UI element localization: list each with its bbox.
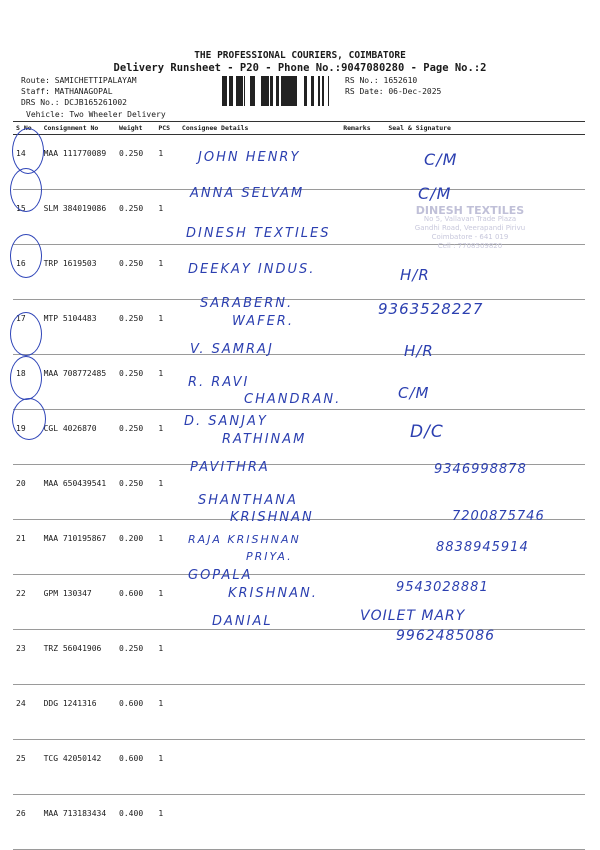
handwritten-name: RAJA KRISHNAN (188, 533, 301, 546)
handwritten-name: RATHINAM (222, 432, 307, 447)
barcode-bar (286, 76, 289, 106)
stamp-line: Cell : 7708509820 (437, 242, 503, 250)
row-weight: 0.250 (116, 355, 155, 410)
row-weight: 0.600 (116, 575, 155, 630)
stamp-line: Coimbatore - 641 019 (431, 233, 509, 241)
barcode-bar (283, 76, 286, 106)
handwritten-name: GOPALA (188, 568, 253, 583)
barcode-bar (222, 76, 224, 106)
handwritten-name: KRISHNAN (230, 510, 314, 525)
company-stamp (395, 206, 545, 264)
row-weight: 0.250 (116, 465, 155, 520)
handwritten-name: DEEKAY INDUS. (188, 262, 316, 277)
handwritten-signature: C/M (398, 384, 430, 402)
handwritten-name: JOHN HENRY (198, 150, 301, 165)
handwritten-signature: H/R (404, 342, 434, 360)
row-seal (385, 685, 585, 740)
handwritten-name: PRIYA. (246, 550, 293, 563)
stamp-name: DINESH TEXTILES (415, 204, 525, 217)
serial-circle (12, 128, 44, 174)
row-pcs: 1 (155, 630, 179, 685)
barcode-bar (229, 76, 232, 106)
barcode-bar (232, 76, 233, 106)
handwritten-name: R. RAVI (188, 375, 250, 390)
row-weight: 0.200 (116, 520, 155, 575)
serial-circle (10, 168, 42, 212)
row-seal (385, 740, 585, 795)
handwritten-signature: 9363528227 (378, 300, 484, 318)
row-seal (385, 795, 585, 850)
row-remarks (340, 190, 385, 245)
handwritten-name: CHANDRAN. (244, 392, 342, 407)
barcode-bar (266, 76, 269, 106)
table-row (13, 795, 585, 850)
row-pcs: 1 (155, 465, 179, 520)
barcode-bar (250, 76, 252, 106)
barcode-bar (304, 76, 307, 106)
handwritten-name: PAVITHRA (190, 460, 270, 475)
row-remarks (340, 465, 385, 520)
table-row (13, 575, 585, 630)
row-sno: 17 (13, 300, 41, 355)
col-weight: Weight (116, 122, 155, 135)
barcode-bar (270, 76, 273, 106)
barcode (222, 76, 340, 106)
row-pcs: 1 (155, 575, 179, 630)
col-seal: Seal & Signature (385, 122, 585, 135)
row-seal (385, 135, 585, 190)
row-pcs: 1 (155, 355, 179, 410)
runsheet-title: THE PROFESSIONAL COURIERS, COIMBATORE (194, 50, 406, 61)
col-consignment: Consignment No (41, 122, 116, 135)
table-row (13, 300, 585, 355)
table-row (13, 685, 585, 740)
row-sno: 14 (13, 135, 41, 190)
row-sno: 16 (13, 245, 41, 300)
row-weight: 0.600 (116, 740, 155, 795)
row-weight: 0.250 (116, 630, 155, 685)
barcode-bar (224, 76, 226, 106)
row-weight: 0.250 (116, 135, 155, 190)
row-consignment: CGL 4026870 (41, 410, 116, 465)
barcode-bar (281, 76, 283, 106)
barcode-bar (226, 76, 227, 106)
row-remarks (340, 520, 385, 575)
barcode-bar (261, 76, 263, 106)
handwritten-signature: 9962485086 (396, 628, 496, 644)
barcode-bar (289, 76, 290, 106)
handwritten-name: ANNA SELVAM (190, 186, 305, 201)
row-consignment: MTP 5104483 (41, 300, 116, 355)
row-pcs: 1 (155, 685, 179, 740)
row-sno: 18 (13, 355, 41, 410)
barcode-bar (328, 76, 329, 106)
handwritten-signature: C/M (424, 150, 458, 169)
handwritten-signature: D/C (410, 422, 444, 442)
row-sno: 19 (13, 410, 41, 465)
handwritten-signature: VOILET MARY (360, 608, 466, 624)
row-sno: 15 (13, 190, 41, 245)
row-consignment: TRP 1619503 (41, 245, 116, 300)
handwritten-name: SARABERN. (200, 296, 294, 311)
row-sno: 23 (13, 630, 41, 685)
row-sno: 21 (13, 520, 41, 575)
table-header-row (13, 122, 585, 135)
row-sno: 20 (13, 465, 41, 520)
staff-label: Staff: MATHANAGOPAL (21, 87, 113, 96)
handwritten-name: V. SAMRAJ (190, 342, 274, 357)
row-consignment: MAA 713183434 (41, 795, 116, 850)
row-consignee (179, 520, 340, 575)
row-weight: 0.250 (116, 190, 155, 245)
col-pcs: PCS (155, 122, 179, 135)
row-weight: 0.400 (116, 795, 155, 850)
row-remarks (340, 245, 385, 300)
handwritten-name: DINESH TEXTILES (186, 226, 331, 241)
barcode-bar (323, 76, 324, 106)
serial-circle (12, 398, 46, 440)
row-consignee (179, 740, 340, 795)
barcode-bar (236, 76, 238, 106)
handwritten-name: DANIAL (212, 614, 273, 629)
stamp-line: No 5, Vallavan Trade Plaza (423, 215, 517, 223)
row-pcs: 1 (155, 245, 179, 300)
row-consignee (179, 795, 340, 850)
row-weight: 0.600 (116, 685, 155, 740)
row-consignment: DDG 1241316 (41, 685, 116, 740)
handwritten-signature: C/M (418, 184, 452, 203)
barcode-bar (322, 76, 323, 106)
row-consignee (179, 630, 340, 685)
barcode-bar (311, 76, 314, 106)
handwritten-name: KRISHNAN. (228, 586, 318, 601)
serial-circle (10, 356, 42, 400)
row-consignment: TRZ 56041906 (41, 630, 116, 685)
row-pcs: 1 (155, 795, 179, 850)
runsheet-meta-left (21, 75, 137, 108)
barcode-bar (241, 76, 243, 106)
handwritten-signature: 7200875746 (452, 509, 545, 524)
handwritten-signature: 9543028881 (396, 580, 489, 595)
serial-circle (10, 312, 42, 356)
row-remarks (340, 685, 385, 740)
row-consignment: MAA 710195867 (41, 520, 116, 575)
barcode-bar (290, 76, 293, 106)
barcode-bar (238, 76, 241, 106)
row-consignment: SLM 384019086 (41, 190, 116, 245)
row-remarks (340, 355, 385, 410)
row-consignment: GPM 130347 (41, 575, 116, 630)
handwritten-name: D. SANJAY (184, 414, 268, 429)
rs-number: RS No.: 1652610 (345, 76, 418, 85)
row-weight: 0.250 (116, 410, 155, 465)
handwritten-signature: H/R (400, 266, 430, 284)
row-pcs: 1 (155, 135, 179, 190)
vehicle-label: Vehicle: Two Wheeler Delivery (26, 110, 166, 119)
row-pcs: 1 (155, 300, 179, 355)
row-remarks (340, 795, 385, 850)
row-sno: 24 (13, 685, 41, 740)
handwritten-signature: 8838945914 (436, 540, 529, 555)
barcode-bar (252, 76, 253, 106)
runsheet-meta-right (345, 75, 441, 97)
handwritten-signature: 9346998878 (434, 462, 527, 477)
barcode-bar (318, 76, 320, 106)
stamp-line: Gandhi Road, Veerapandi Pirivu (414, 224, 526, 232)
row-weight: 0.250 (116, 245, 155, 300)
row-consignment: MAA 111770089 (41, 135, 116, 190)
handwritten-name: WAFER. (232, 314, 294, 329)
runsheet-subtitle: Delivery Runsheet - P20 - Phone No.:9047080280 - Page No.:2 (113, 62, 487, 74)
row-remarks (340, 630, 385, 685)
route-label: Route: SAMICHETTIPALAYAM (21, 76, 137, 85)
handwritten-name: SHANTHANA (198, 493, 298, 508)
barcode-bar (295, 76, 297, 106)
row-remarks (340, 410, 385, 465)
row-sno: 25 (13, 740, 41, 795)
row-consignment: MAA 708772485 (41, 355, 116, 410)
row-weight: 0.250 (116, 300, 155, 355)
rs-date: RS Date: 06-Dec-2025 (345, 87, 442, 96)
row-remarks (340, 135, 385, 190)
row-remarks (340, 740, 385, 795)
row-sno: 26 (13, 795, 41, 850)
table-row (13, 740, 585, 795)
col-sno: S No (13, 122, 41, 135)
row-consignment: MAA 650439541 (41, 465, 116, 520)
col-remarks: Remarks (340, 122, 385, 135)
serial-circle (10, 234, 42, 278)
col-consignee: Consignee Details (179, 122, 340, 135)
barcode-bar (244, 76, 245, 106)
table-row (13, 630, 585, 685)
row-consignment: TCG 42050142 (41, 740, 116, 795)
drs-label: DRS No.: DCJB165261002 (21, 98, 127, 107)
row-consignee (179, 685, 340, 740)
row-pcs: 1 (155, 520, 179, 575)
row-pcs: 1 (155, 190, 179, 245)
barcode-bar (293, 76, 295, 106)
barcode-bar (263, 76, 266, 106)
row-sno: 22 (13, 575, 41, 630)
row-pcs: 1 (155, 740, 179, 795)
barcode-bar (253, 76, 255, 106)
row-pcs: 1 (155, 410, 179, 465)
barcode-bar (276, 76, 279, 106)
